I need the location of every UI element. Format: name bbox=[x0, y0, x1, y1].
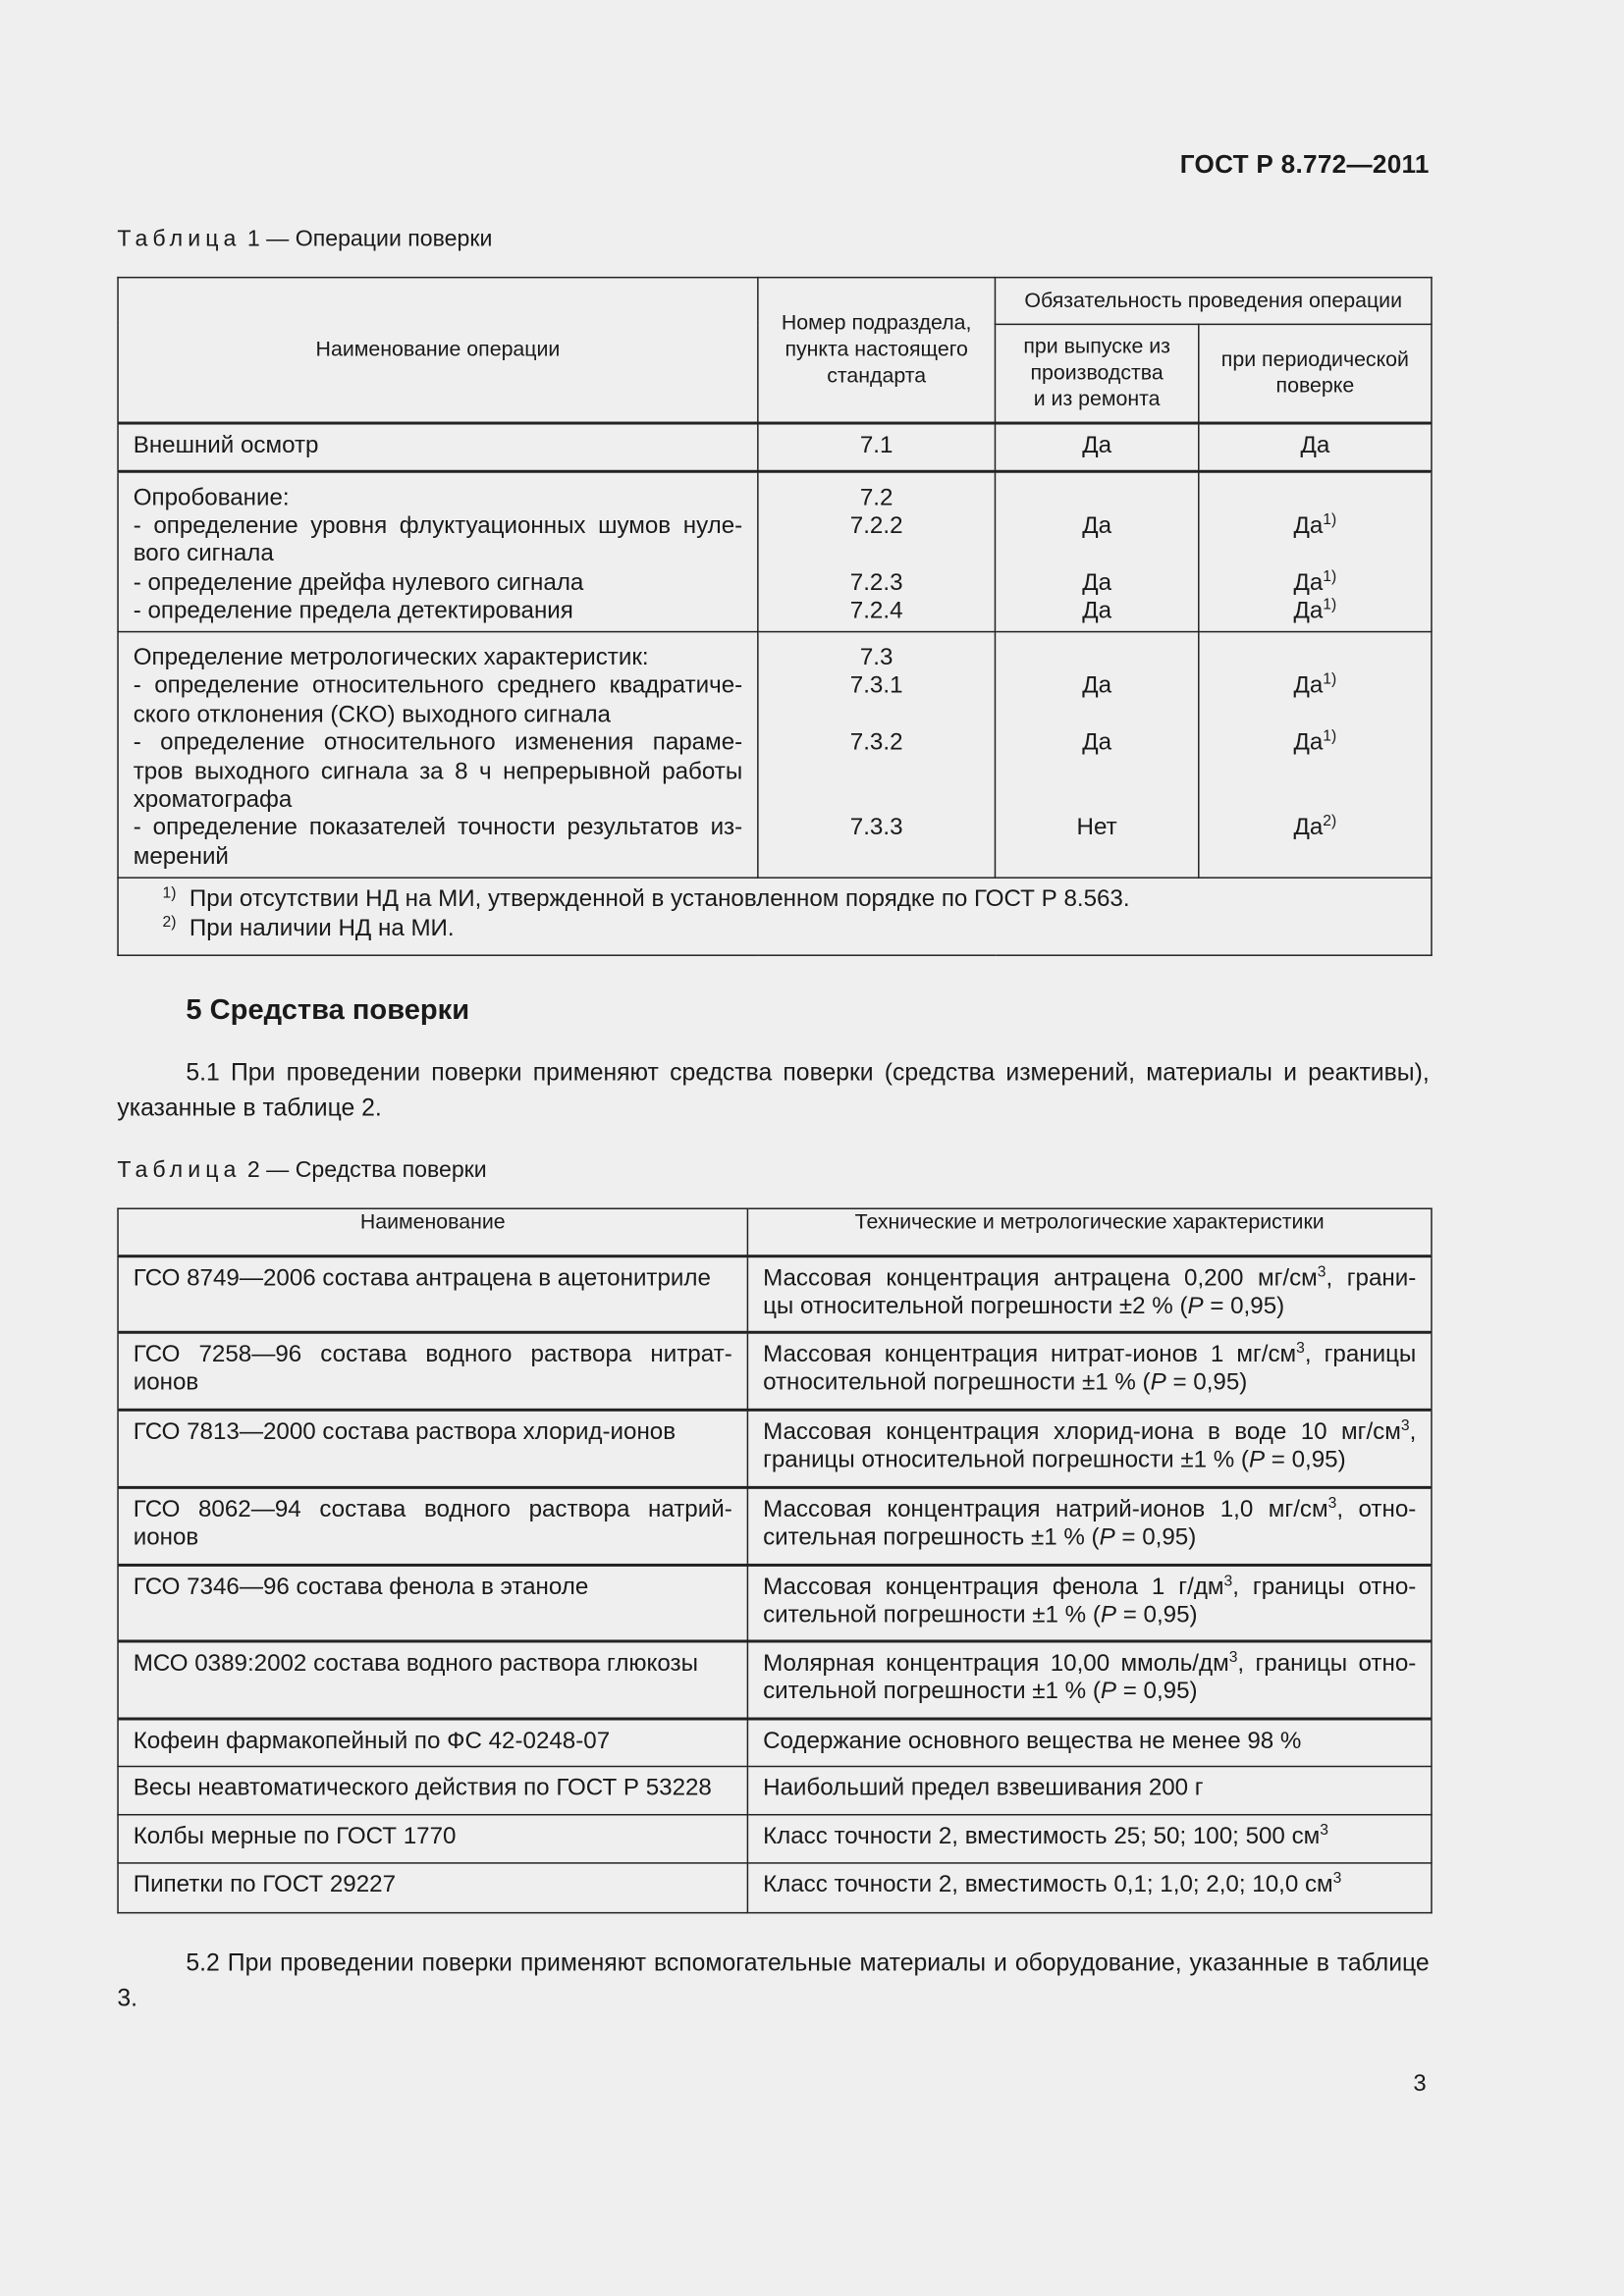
table-row bbox=[118, 1487, 1432, 1565]
t1-header-release-l2: производства bbox=[1030, 361, 1164, 385]
t2-name: ГСО 8749—2006 состава антрацена в ацетонитриле bbox=[133, 1263, 711, 1291]
t1-r3-n2: 7.3.1 bbox=[849, 672, 903, 700]
t1-header-release-l3: и из ремонта bbox=[1033, 387, 1161, 411]
t2-name-cell bbox=[118, 1487, 747, 1565]
t2-char-sup: 3 bbox=[1317, 1262, 1326, 1281]
t1-r1-periodic: Да bbox=[1199, 422, 1432, 470]
t2-characteristics-cell bbox=[747, 1255, 1432, 1332]
t1-r2-n3: 7.2.3 bbox=[849, 568, 903, 596]
t1-r2-per4: Да bbox=[1293, 597, 1324, 624]
t2-char-sup: 3 bbox=[1327, 1494, 1337, 1512]
t1-r3-per2-sup: 1) bbox=[1323, 670, 1337, 689]
t2-char-p: P bbox=[1248, 1446, 1266, 1473]
t1-r3-rel2: Да bbox=[1082, 672, 1112, 700]
t2-char-text: Содержание основного вещества не менее 98 % bbox=[763, 1727, 1302, 1754]
t1-footnote-2-text: При наличии НД на МИ. bbox=[189, 915, 455, 942]
t2-characteristics-cell bbox=[747, 1410, 1432, 1487]
t1-footnote-2-mark: 2) bbox=[162, 913, 177, 932]
t2-char-text-tail: , bbox=[1409, 1417, 1417, 1445]
t2-name: Весы неавтоматического действия по ГОСТ Р 53228 bbox=[133, 1774, 712, 1801]
t2-char-line-2 bbox=[763, 1293, 1416, 1321]
t1-header-release-l1: при выпуске из bbox=[1023, 335, 1170, 359]
t2-name-cell bbox=[118, 1410, 747, 1487]
t2-characteristics-cell bbox=[747, 1640, 1432, 1718]
t2-characteristics-cell bbox=[747, 1766, 1432, 1814]
t2-name-cell bbox=[118, 1718, 747, 1766]
t2-char-text-tail: , границы отно- bbox=[1237, 1649, 1417, 1677]
table1-caption-prefix: Таблица bbox=[117, 227, 242, 252]
t1-footnote-1 bbox=[163, 884, 1417, 914]
t1-r3-l6: хроматографа bbox=[133, 785, 293, 813]
t2-char-text-2: относительной погрешности ±1 % ( bbox=[763, 1368, 1151, 1396]
t2-char-text: Массовая концентрация хлорид-иона в воде 10 мг/см bbox=[763, 1417, 1401, 1445]
table-row bbox=[118, 1640, 1432, 1718]
t2-char-line-2 bbox=[763, 1523, 1416, 1552]
t2-body bbox=[118, 1255, 1432, 1913]
t2-char-text-tail: , грани- bbox=[1326, 1263, 1417, 1291]
t1-r2-release bbox=[995, 471, 1198, 632]
t2-char-line-1 bbox=[763, 1649, 1416, 1678]
t2-char-text-tail: , границы отно- bbox=[1232, 1573, 1417, 1600]
t2-char-text-2: сительной погрешности ±1 % ( bbox=[763, 1601, 1101, 1629]
t1-footnote-1-mark: 1) bbox=[162, 883, 177, 902]
t2-name-cell bbox=[118, 1863, 747, 1913]
table2-caption-prefix: Таблица bbox=[117, 1157, 242, 1184]
t2-char-sup: 3 bbox=[1296, 1338, 1305, 1357]
t1-r2-per3: Да bbox=[1293, 568, 1324, 596]
t1-r2-name bbox=[118, 471, 758, 632]
table2-verification-means bbox=[117, 1207, 1432, 1913]
t2-char-text: Молярная концентрация 10,00 ммоль/дм bbox=[763, 1649, 1229, 1677]
t2-char-text-2: сительной погрешности ±1 % ( bbox=[763, 1678, 1101, 1704]
t2-char-line-1 bbox=[763, 1871, 1416, 1899]
t1-r3-l2: - определение относительного среднего квадратиче- bbox=[133, 672, 743, 700]
t2-char-line-1 bbox=[763, 1775, 1416, 1803]
t1-r2-n4: 7.2.4 bbox=[849, 597, 903, 624]
t2-char-text: Класс точности 2, вместимость 25; 50; 100; 500 см bbox=[763, 1822, 1321, 1849]
t2-char-text: Массовая концентрация нитрат-ионов 1 мг/см bbox=[763, 1340, 1297, 1367]
t1-r3-l8: мерений bbox=[133, 842, 229, 870]
t1-header-number-l3: стандарта bbox=[827, 364, 927, 388]
t2-char-sup: 3 bbox=[1400, 1416, 1410, 1434]
t1-r3-l4: - определение относительного изменения параме- bbox=[133, 729, 743, 756]
t1-r1-name: Внешний осмотр bbox=[118, 422, 758, 470]
t2-char-p: P bbox=[1187, 1292, 1204, 1319]
t2-char-text-3: = 0,95) bbox=[1114, 1523, 1197, 1551]
table1-caption-rest: 1 — Операции поверки bbox=[246, 227, 493, 252]
t2-char-sup: 3 bbox=[1228, 1647, 1238, 1666]
t2-char-text: Класс точности 2, вместимость 0,1; 1,0; 2,0; 10,0 см bbox=[763, 1871, 1333, 1897]
t1-header-number-l2: пункта настоящего bbox=[785, 338, 968, 362]
t1-footnotes bbox=[118, 878, 1432, 955]
t1-r3-per3: Да bbox=[1293, 729, 1324, 756]
t2-char-p: P bbox=[1100, 1601, 1117, 1629]
t1-header-periodic bbox=[1199, 324, 1432, 422]
t1-r3-per3-line bbox=[1200, 729, 1432, 758]
t2-char-p: P bbox=[1150, 1368, 1166, 1396]
t1-r2-per2-line bbox=[1200, 512, 1432, 541]
t2-char-text-3: = 0,95) bbox=[1116, 1678, 1198, 1704]
t2-char-sup: 3 bbox=[1223, 1572, 1233, 1590]
t1-r2-l4: - определение дрейфа нулевого сигнала bbox=[133, 568, 584, 596]
t2-char-line-1 bbox=[763, 1574, 1416, 1602]
t1-r3-rel4: Нет bbox=[1076, 814, 1117, 841]
t2-characteristics-cell bbox=[747, 1487, 1432, 1565]
table-row bbox=[118, 1255, 1432, 1332]
t1-r3-n1: 7.3 bbox=[859, 644, 893, 671]
table1-caption bbox=[117, 227, 492, 253]
t1-r2-per2: Да bbox=[1293, 511, 1324, 539]
t2-characteristics-cell bbox=[747, 1718, 1432, 1766]
table-row bbox=[118, 1863, 1432, 1913]
t1-r2-periodic bbox=[1199, 471, 1432, 632]
section-5-title: 5 Средства поверки bbox=[186, 993, 470, 1027]
t2-name: Колбы мерные по ГОСТ 1770 bbox=[133, 1822, 457, 1849]
t2-char-line-1 bbox=[763, 1340, 1416, 1368]
t1-r2-n1: 7.2 bbox=[859, 483, 893, 510]
t1-header-release bbox=[995, 324, 1198, 422]
t1-r3-n4: 7.3.3 bbox=[849, 814, 903, 841]
t2-char-sup: 3 bbox=[1332, 1869, 1342, 1888]
t1-r3-l7: - определение показателей точности результатов из- bbox=[133, 814, 743, 841]
t2-characteristics-cell bbox=[747, 1565, 1432, 1641]
t2-char-text-3: = 0,95) bbox=[1265, 1446, 1346, 1473]
t1-header-number bbox=[758, 278, 996, 423]
t2-name-cell bbox=[118, 1640, 747, 1718]
section-5-1-paragraph: 5.1 При проведении поверки применяют средства поверки (средства измерений, материалы и реактивы), указанные в таблице 2. bbox=[117, 1058, 1430, 1122]
t2-char-text: Наибольший предел взвешивания 200 г bbox=[763, 1774, 1204, 1801]
page-number: 3 bbox=[1413, 2071, 1427, 2097]
t1-r3-l1: Определение метрологических характеристик: bbox=[133, 644, 649, 671]
t1-r2-l3: вого сигнала bbox=[133, 540, 274, 567]
t1-r3-l5: тров выходного сигнала за 8 ч непрерывной работы bbox=[133, 757, 743, 784]
t2-char-p: P bbox=[1099, 1523, 1115, 1551]
t2-name-cell bbox=[118, 1565, 747, 1641]
t2-char-text-2: границы относительной погрешности ±1 % ( bbox=[763, 1446, 1249, 1473]
t2-name-cell bbox=[118, 1255, 747, 1332]
table-row bbox=[118, 1410, 1432, 1487]
t2-name-cell bbox=[118, 1815, 747, 1863]
table-row bbox=[118, 1815, 1432, 1863]
t2-char-text-2: цы относительной погрешности ±2 % ( bbox=[763, 1292, 1188, 1319]
t2-name-cell bbox=[118, 1332, 747, 1410]
table2-caption bbox=[117, 1158, 486, 1185]
t1-header-periodic-l1: при периодической bbox=[1220, 347, 1409, 372]
t1-r3-n3: 7.3.2 bbox=[849, 729, 903, 756]
t1-r3-per4: Да bbox=[1293, 814, 1324, 841]
t1-header-obligation: Обязательность проведения операции bbox=[995, 278, 1431, 325]
t2-name: ГСО 7813—2000 состава раствора хлорид-ионов bbox=[133, 1417, 677, 1445]
t2-char-text: Массовая концентрация антрацена 0,200 мг/см bbox=[763, 1263, 1318, 1291]
t2-header-name: Наименование bbox=[118, 1208, 747, 1255]
t1-footnote-2 bbox=[163, 914, 1417, 943]
t2-char-text-3: = 0,95) bbox=[1165, 1368, 1248, 1396]
t1-r2-l5: - определение предела детектирования bbox=[133, 597, 573, 624]
t1-r3-l3: ского отклонения (СКО) выходного сигнала bbox=[133, 701, 612, 727]
t1-r2-per4-line bbox=[1200, 598, 1432, 626]
t2-char-line-2 bbox=[763, 1368, 1416, 1397]
t2-char-text-tail: , границы bbox=[1304, 1340, 1417, 1367]
t1-r2-rel3: Да bbox=[1082, 568, 1112, 596]
t1-r3-per2-line bbox=[1200, 672, 1432, 701]
t1-r3-rel3: Да bbox=[1082, 729, 1112, 756]
t2-characteristics-cell bbox=[747, 1815, 1432, 1863]
t2-char-line-1 bbox=[763, 1496, 1416, 1524]
t1-r3-periodic bbox=[1199, 632, 1432, 879]
table-row bbox=[118, 1565, 1432, 1641]
t1-r3-per4-sup: 2) bbox=[1323, 813, 1337, 831]
t1-r2-rel4: Да bbox=[1082, 597, 1112, 624]
t1-r3-num bbox=[758, 632, 996, 879]
t1-r1-num: 7.1 bbox=[758, 422, 996, 470]
t2-name: МСО 0389:2002 состава водного раствора глюкозы bbox=[133, 1649, 698, 1677]
document-header-id: ГОСТ Р 8.772—2011 bbox=[1179, 149, 1430, 179]
t1-r2-per2-sup: 1) bbox=[1323, 510, 1337, 529]
t1-r3-per4-line bbox=[1200, 815, 1432, 843]
t2-name: ГСО 7258—96 состава водного раствора нитрат-ионов bbox=[133, 1340, 732, 1396]
t2-char-line-1 bbox=[763, 1823, 1416, 1851]
t2-char-p: P bbox=[1100, 1678, 1117, 1704]
t2-char-line-2 bbox=[763, 1678, 1416, 1706]
t2-header-characteristics: Технические и метрологические характеристики bbox=[747, 1208, 1432, 1255]
t1-r3-per2: Да bbox=[1293, 672, 1324, 700]
t2-char-line-2 bbox=[763, 1446, 1416, 1474]
t1-r3-per3-sup: 1) bbox=[1323, 727, 1337, 746]
t2-char-text-tail: , отно- bbox=[1336, 1495, 1417, 1522]
table-row bbox=[118, 1332, 1432, 1410]
t1-r3-name bbox=[118, 632, 758, 879]
t1-r2-n2: 7.2.2 bbox=[849, 511, 903, 539]
t2-char-line-1 bbox=[763, 1264, 1416, 1293]
t2-char-line-1 bbox=[763, 1418, 1416, 1447]
t2-char-text-2: сительная погрешность ±1 % ( bbox=[763, 1523, 1100, 1551]
t2-char-line-2 bbox=[763, 1602, 1416, 1630]
t1-r2-per3-sup: 1) bbox=[1323, 567, 1337, 586]
table1-verification-operations bbox=[117, 277, 1432, 956]
t1-header-name: Наименование операции bbox=[118, 278, 758, 423]
t1-header-periodic-l2: поверке bbox=[1275, 374, 1355, 399]
t2-char-sup: 3 bbox=[1320, 1821, 1328, 1840]
t2-name: ГСО 8062—94 состава водного раствора натрий-ионов bbox=[133, 1495, 732, 1551]
t2-name: Кофеин фармакопейный по ФС 42-0248-07 bbox=[133, 1727, 611, 1754]
t1-header-number-l1: Номер подраздела, bbox=[781, 311, 972, 336]
t1-r1-release: Да bbox=[995, 422, 1198, 470]
table-row bbox=[118, 1766, 1432, 1814]
t1-r2-num bbox=[758, 471, 996, 632]
t1-r3-release bbox=[995, 632, 1198, 879]
t1-r2-per4-sup: 1) bbox=[1323, 596, 1337, 614]
t2-name: Пипетки по ГОСТ 29227 bbox=[133, 1871, 397, 1897]
t2-char-text: Массовая концентрация натрий-ионов 1,0 мг/см bbox=[763, 1495, 1328, 1522]
t1-r2-per3-line bbox=[1200, 569, 1432, 598]
t2-char-text-3: = 0,95) bbox=[1203, 1292, 1285, 1319]
t1-r2-l2: - определение уровня флуктуационных шумов нуле- bbox=[133, 511, 743, 539]
section-5-2-paragraph: 5.2 При проведении поверки применяют вспомогательные материалы и оборудование, указанные в таблице 3. bbox=[117, 1949, 1430, 2012]
t2-name: ГСО 7346—96 состава фенола в этаноле bbox=[133, 1573, 589, 1600]
t2-char-line-1 bbox=[763, 1727, 1416, 1755]
t1-r2-l1: Опробование: bbox=[133, 483, 290, 510]
t2-characteristics-cell bbox=[747, 1863, 1432, 1913]
table2-caption-rest: 2 — Средства поверки bbox=[246, 1157, 487, 1184]
table-row bbox=[118, 1718, 1432, 1766]
t2-characteristics-cell bbox=[747, 1332, 1432, 1410]
t2-char-text: Массовая концентрация фенола 1 г/дм bbox=[763, 1573, 1224, 1600]
t2-char-text-3: = 0,95) bbox=[1116, 1601, 1198, 1629]
t1-footnote-1-text: При отсутствии НД на МИ, утвержденной в установленном порядке по ГОСТ Р 8.563. bbox=[189, 885, 1130, 913]
t2-name-cell bbox=[118, 1766, 747, 1814]
t1-r2-rel2: Да bbox=[1082, 511, 1112, 539]
